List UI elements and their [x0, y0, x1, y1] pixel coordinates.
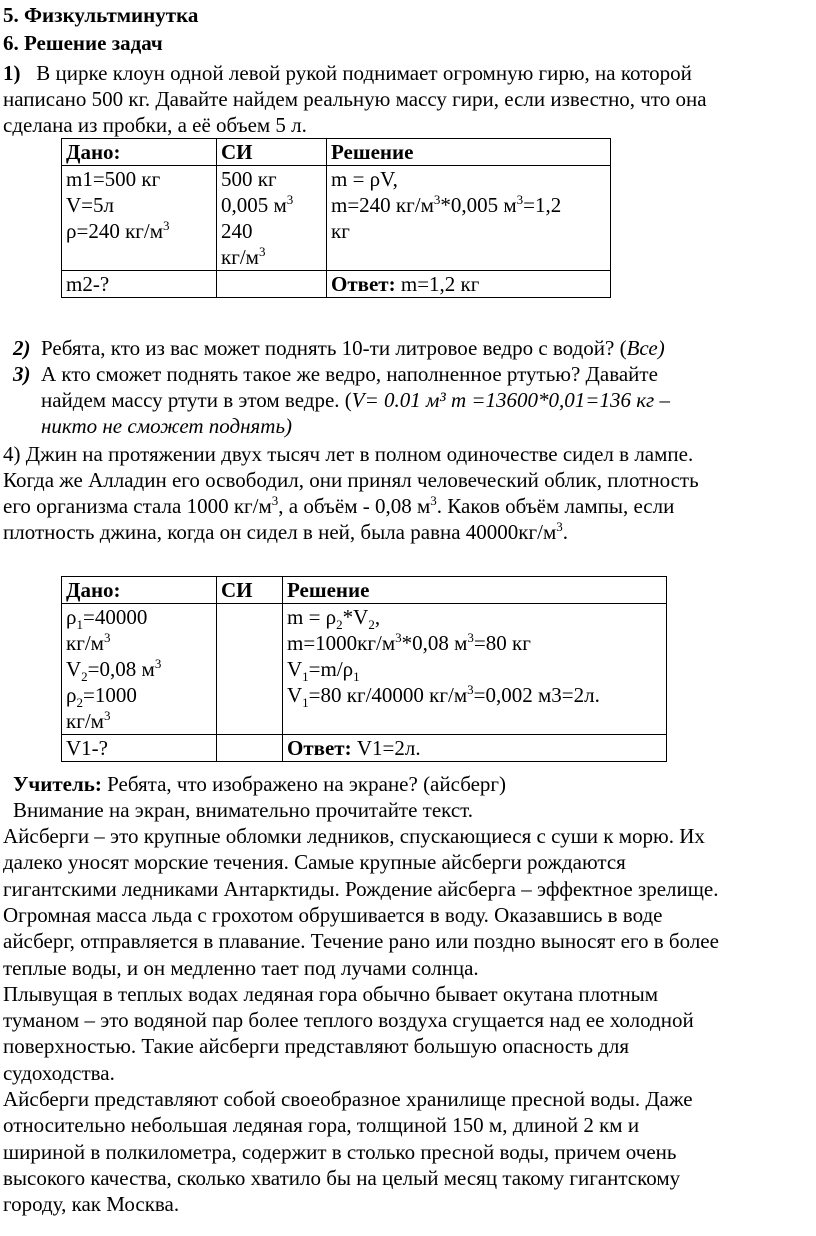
task3-line1	[13, 361, 658, 387]
task1-formula: m = ρV,	[331, 167, 398, 191]
text-line: Огромная масса льда с грохотом обрушивается в воду. Оказавшись в воде	[3, 902, 663, 927]
task1-si-volume: 0,005 $м^3$	[221, 192, 294, 217]
task2-text: Ребята, кто из вас может поднять 10-ти литровое ведро с водой? (	[41, 336, 627, 360]
task4-empty-cell	[217, 735, 283, 762]
task4-find: V1-?	[62, 735, 217, 762]
task1-line1	[3, 60, 692, 86]
text-line: высокого качества, сколько хватило бы на целый месяц такому гигантскому	[3, 1165, 681, 1190]
task4-formula-mass: $m = \rho_2*V_2$,	[287, 605, 381, 633]
text-line: относительно небольшая ледяная гора, толщиной 150 м, длиной 2 км и	[3, 1113, 640, 1138]
task1-si-density-value: 240	[221, 219, 253, 243]
task4-formula-volume: $V_1=m/\rho_1$	[287, 657, 360, 685]
task4-given-rho2: $\rho_2=1000$	[66, 683, 137, 711]
task3-number: 3)	[13, 362, 31, 386]
task4-solution-cell	[283, 604, 667, 735]
text-line: гигантскими ледниками Антарктиды. Рождение айсберга – эффектное зрелище.	[3, 876, 719, 901]
task1-given-density: ρ=240 $кг/м^3$	[66, 218, 170, 243]
task2-answer: Все)	[626, 336, 665, 360]
task1-header-si: СИ	[217, 139, 327, 166]
task1-calculation-unit: кг	[331, 219, 350, 243]
task4-given-rho1-unit: $кг/м^3$	[66, 630, 111, 655]
task1-given-mass: m1=500 кг	[66, 167, 161, 191]
task1-line2: написано 500 кг. Давайте найдем реальную массу гири, если известно, что она	[3, 87, 707, 111]
text-line: поверхностью. Такие айсберги представляют большую опасность для	[3, 1034, 630, 1059]
task4-line3: его организма стала 1000 $кг/м^3$, а объём - 0,08 $м^3$. Каков объём лампы, если	[3, 493, 675, 518]
teacher-label: Учитель:	[13, 772, 102, 796]
text-line: теплые воды, и он медленно тает под лучами солнца.	[3, 955, 479, 980]
task4-calc-mass: $m=1000кг/м^3*0,08$ $м^3=80$ кг	[287, 630, 531, 655]
task4-si-cell	[217, 604, 283, 735]
task3-text1: А кто сможет поднять такое же ведро, наполненное ртутью? Давайте	[41, 362, 658, 386]
task1-given-cell	[62, 166, 217, 271]
task3-line3: никто не сможет поднять)	[41, 414, 293, 438]
task1-empty-cell	[217, 271, 327, 298]
teacher-instruction: Внимание на экран, внимательно прочитайте текст.	[13, 798, 474, 822]
text-line: туманом – это водяной пар более теплого воздуха сгущается над ее холодной	[3, 1008, 694, 1033]
task4-given-rho1: $\rho_1=40000$	[66, 605, 148, 633]
task4-header-given: Дано:	[62, 577, 217, 604]
text-line: шириной в полкилометра, содержит в столько пресной воды, причем очень	[3, 1139, 677, 1164]
text-line: далеко уносят морские течения. Самые крупные айсберги рождаются	[3, 850, 626, 875]
task1-si-mass: 500 кг	[221, 167, 277, 191]
task3-line2	[41, 387, 670, 413]
text-line: судоходства.	[3, 1060, 115, 1085]
task4-given-cell	[62, 604, 217, 735]
text-line: городу, как Москва.	[3, 1192, 180, 1217]
task1-calculation: m=240 $кг/м^3*0,005$ $м^3=1,2$	[331, 192, 562, 217]
task4-calc-volume: $V_1=80$ кг/40000 $кг/м^3=0,002$ м3=2л.	[287, 682, 600, 711]
text-line: Плывущая в теплых водах ледяная гора обычно бывает окутана плотным	[3, 981, 659, 1006]
task1-answer: Ответ: m=1,2 кг	[327, 271, 611, 298]
task2-line	[13, 335, 665, 361]
task1-text1: В цирке клоун одной левой рукой поднимает огромную гирю, на которой	[36, 61, 692, 85]
section-heading-6: 6. Решение задач	[3, 31, 163, 55]
task1-find: m2-?	[62, 271, 217, 298]
task1-solution-cell	[327, 166, 611, 271]
task4-line2: Когда же Алладин его освободил, они принял человеческий облик, плотность	[3, 468, 699, 492]
task1-given-volume: V=5л	[66, 193, 114, 217]
task3-solution: V= 0.01 м³ m =13600*0,01=136 кг –	[351, 388, 670, 412]
task4-answer: Ответ: V1=2л.	[283, 735, 667, 762]
task2-number: 2)	[13, 336, 31, 360]
task4-line1: 4) Джин на протяжении двух тысяч лет в полном одиночестве сидел в лампе.	[3, 442, 694, 466]
text-line: Айсберги представляют собой своеобразное хранилище пресной воды. Даже	[3, 1087, 693, 1111]
task4-given-rho2-unit: $кг/м^3$	[66, 708, 111, 733]
task1-header-given: Дано:	[62, 139, 217, 166]
task4-header-solution: Решение	[283, 577, 667, 604]
task3-text2: найдем массу ртути в этом ведре. (	[41, 388, 352, 412]
task1-si-density-unit: $кг/м^3$	[221, 244, 266, 269]
task1-number: 1)	[3, 61, 21, 85]
section-heading-5: 5. Физкультминутка	[3, 3, 199, 27]
task1-table	[61, 138, 611, 298]
teacher-question	[13, 771, 506, 797]
task4-line4: плотность джина, когда он сидел в ней, была равна $40000кг/м^3$.	[3, 519, 568, 544]
text-line: Айсберги – это крупные обломки ледников, спускающиеся с суши к морю. Их	[3, 824, 705, 848]
text-line: айсберг, отправляется в плавание. Течение рано или поздно выносят его в более	[3, 929, 719, 954]
task1-header-solution: Решение	[327, 139, 611, 166]
task4-header-si: СИ	[217, 577, 283, 604]
task1-line3: сделана из пробки, а её объем 5 л.	[3, 113, 307, 137]
task4-table	[61, 576, 667, 762]
teacher-text: Ребята, что изображено на экране? (айсберг)	[101, 772, 507, 796]
task1-si-cell	[217, 166, 327, 271]
task4-given-v2: $V_2=0,08$ $м^3$	[66, 656, 162, 685]
